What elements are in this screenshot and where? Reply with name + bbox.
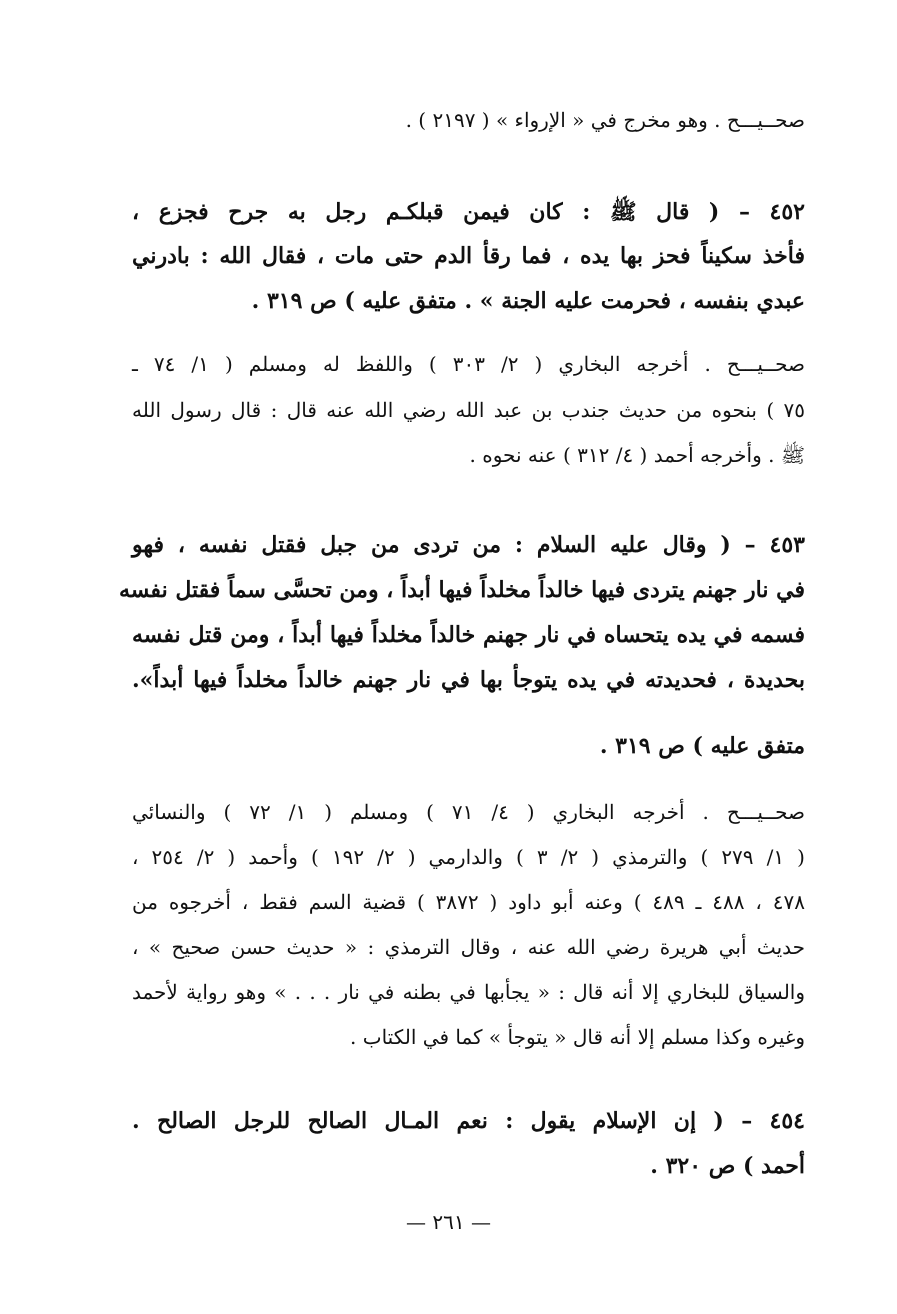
- text-line-10: فسمه في يده يتحساه في نار جهنم خالداً مخلداً فيها أبداً ، ومن قتل نفسه: [132, 622, 805, 648]
- text-line-1: صحــيـــح . وهو مخرج في « الإرواء » ( ٢١٩٧ ) .: [405, 108, 805, 132]
- text-line-11: بحديدة ، فحديدته في يده يتوجأ بها في نار جهنم خالداً مخلداً فيها أبداً».: [132, 667, 805, 693]
- text-line-9: في نار جهنم يتردى فيها خالداً مخلداً فيها أبداً ، ومن تحسَّى سماً فقتل نفسه: [119, 577, 805, 603]
- text-line-15: ٤٧٨ ، ٤٨٨ ـ ٤٨٩ ) وعنه أبو داود ( ٣٨٧٢ ) قضية السم فقط ، أخرجوه من: [132, 890, 805, 914]
- text-line-8: ٤٥٣ – ( وقال عليه السلام : من تردى من جبل فقتل نفسه ، فهو: [132, 532, 805, 558]
- text-line-5: صحــيـــح . أخرجه البخاري ( ٢/ ٣٠٣ ) واللفظ له ومسلم ( ١/ ٧٤ ـ: [132, 352, 806, 376]
- text-line-17: والسياق للبخاري إلا أنه قال : « يجأبها في بطنه في نار . . . » وهو رواية لأحمد: [132, 980, 805, 1004]
- text-line-12: متفق عليه ) ص ٣١٩ .: [599, 733, 805, 759]
- text-line-7: ﷺ . وأخرجه أحمد ( ٤/ ٣١٢ ) عنه نحوه .: [469, 443, 805, 467]
- text-line-6: ٧٥ ) بنحوه من حديث جندب بن عبد الله رضي الله عنه قال : قال رسول الله: [132, 398, 805, 422]
- text-line-2: ٤٥٢ – ( قال ﷺ : كان فيمن قبلكـم رجل به جرح فجزع ،: [132, 199, 805, 225]
- page-number: — ٢٦١ —: [406, 1210, 491, 1234]
- text-line-4: عبدي بنفسه ، فحرمت عليه الجنة » . متفق عليه ) ص ٣١٩ .: [251, 288, 805, 314]
- text-line-13: صحــيـــح . أخرجه البخاري ( ٤/ ٧١ ) ومسلم ( ١/ ٧٢ ) والنسائي: [132, 800, 805, 824]
- text-line-14: ( ١/ ٢٧٩ ) والترمذي ( ٢/ ٣ ) والدارمي ( ٢/ ١٩٢ ) وأحمد ( ٢/ ٢٥٤ ،: [132, 845, 805, 869]
- text-line-19: ٤٥٤ – ( إن الإسلام يقول : نعم المـال الصالح للرجل الصالح .: [132, 1108, 805, 1134]
- text-line-16: حديث أبي هريرة رضي الله عنه ، وقال الترمذي : « حديث حسن صحيح » ،: [132, 935, 805, 959]
- text-line-3: فأخذ سكيناً فحز بها يده ، فما رقأ الدم حتى مات ، فقال الله : بادرني: [132, 243, 805, 269]
- text-line-20: أحمد ) ص ٣٢٠ .: [650, 1153, 805, 1179]
- text-line-18: وغيره وكذا مسلم إلا أنه قال « يتوجأ » كما في الكتاب .: [350, 1025, 805, 1049]
